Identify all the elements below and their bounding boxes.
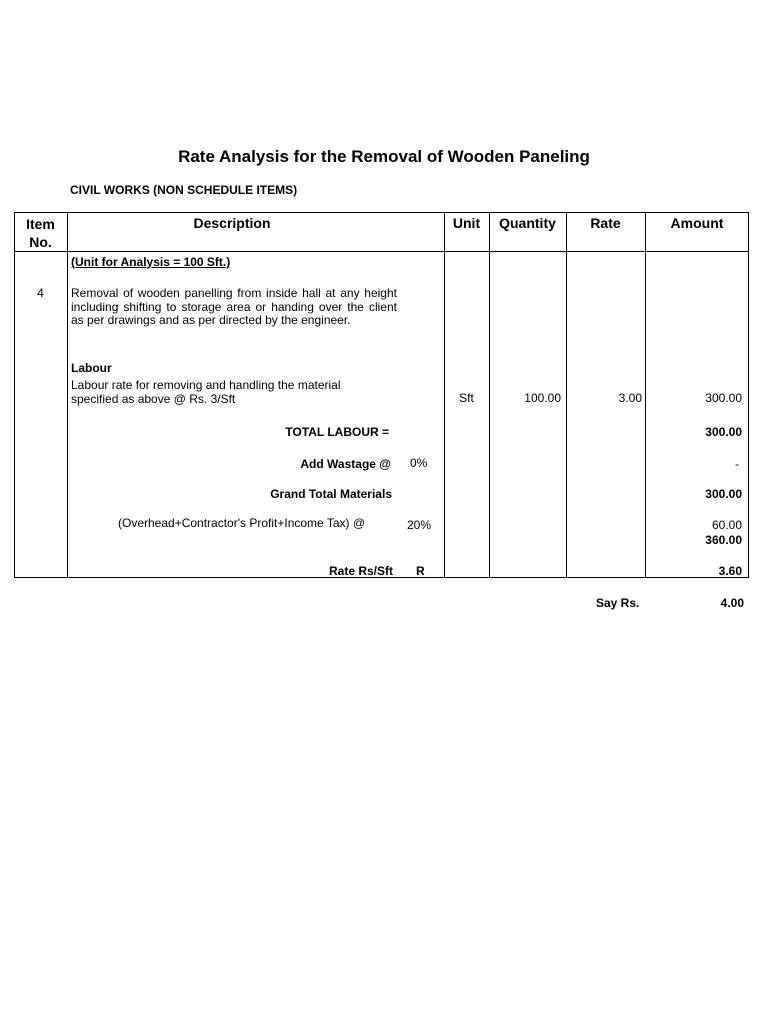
wastage-amount: - [735, 457, 739, 471]
labour-quantity: 100.00 [524, 391, 561, 405]
header-amount: Amount [670, 215, 724, 231]
say-label: Say Rs. [596, 596, 640, 610]
rate-per-sft-label: Rate Rs/Sft [328, 564, 393, 578]
unit-for-analysis: (Unit for Analysis = 100 Sft.) [71, 255, 231, 269]
section-subtitle: CIVIL WORKS (NON SCHEDULE ITEMS) [70, 183, 298, 197]
overhead-amount: 60.00 [711, 518, 742, 532]
say-amount: 4.00 [720, 596, 744, 610]
header-item-no: Item No. [26, 216, 55, 250]
header-rate: Rate [590, 215, 621, 231]
wastage-label: Add Wastage @ [300, 457, 391, 471]
overhead-subtotal: 360.00 [705, 533, 742, 547]
rate-per-sft-unit: R [416, 564, 425, 578]
header-description: Description [193, 215, 271, 231]
wastage-percent: 0% [410, 456, 428, 470]
total-labour-label: TOTAL LABOUR = [285, 425, 389, 439]
rate-per-sft-amount: 3.60 [718, 564, 742, 578]
page-title: Rate Analysis for the Removal of Wooden Paneling [178, 147, 590, 166]
item-description: Removal of wooden panelling from inside hall at any height including shifting to storage area or handing over the client as per drawings and as per directed by the engineer. [71, 286, 397, 327]
header-quantity: Quantity [499, 215, 556, 231]
overhead-percent: 20% [407, 518, 432, 532]
labour-amount: 300.00 [705, 391, 742, 405]
labour-heading: Labour [71, 361, 112, 375]
column-divider [67, 212, 68, 578]
total-labour-amount: 300.00 [705, 425, 742, 439]
item-number: 4 [37, 286, 44, 300]
overhead-label: (Overhead+Contractor's Profit+Income Tax) @ [118, 516, 366, 530]
grand-total-amount: 300.00 [705, 487, 742, 501]
header-divider [14, 251, 749, 252]
header-unit: Unit [452, 215, 481, 231]
grand-total-label: Grand Total Materials [270, 487, 392, 501]
labour-rate: 3.00 [618, 391, 642, 405]
labour-unit: Sft [459, 391, 474, 405]
labour-description: Labour rate for removing and handling the material specified as above @ Rs. 3/Sft [71, 378, 341, 406]
